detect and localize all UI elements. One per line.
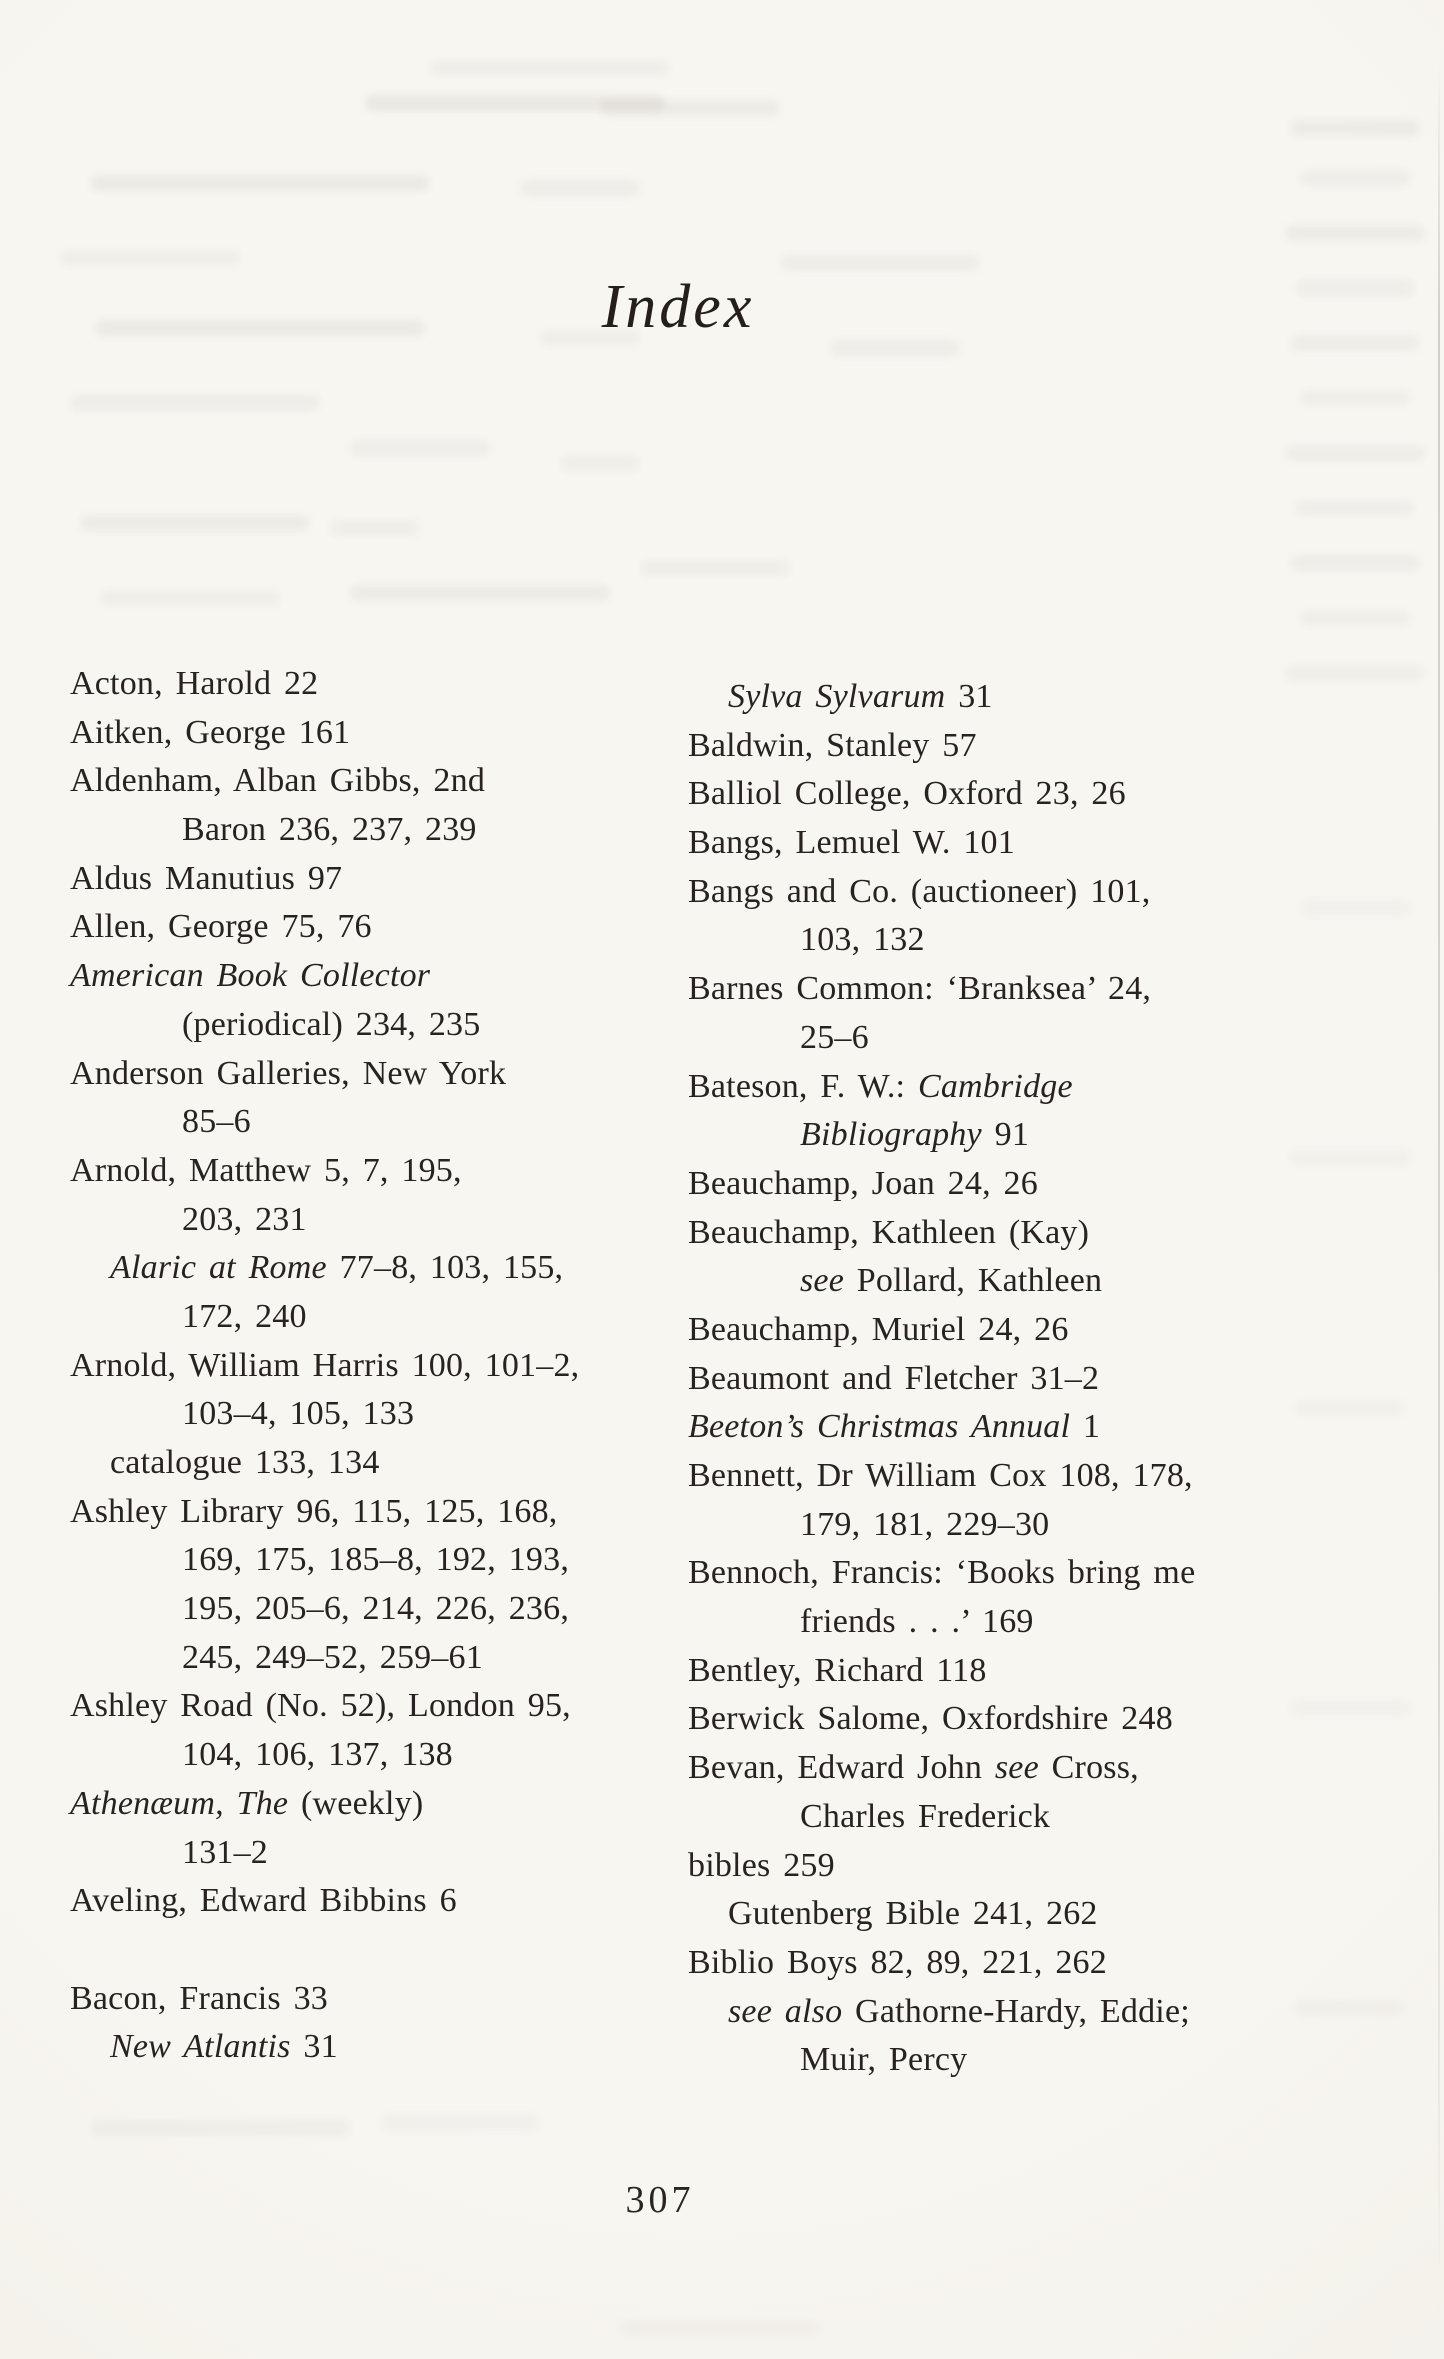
index-entry-line [688, 1209, 1328, 1258]
bleedthrough-smudge [640, 560, 790, 576]
index-entry-text: 195, 205–6, 214, 226, 236, [182, 1590, 570, 1628]
index-entry-text: 77–8, 103, 155, [326, 1249, 564, 1287]
index-entry-line [70, 952, 710, 1001]
index-entry-text: Bangs and Co. (auctioneer) 101, [688, 872, 1151, 910]
index-entry-line [688, 2036, 1328, 2085]
index-entry-text: (periodical) 234, 235 [182, 1005, 481, 1043]
page-edge-shadow [1438, 60, 1440, 2329]
index-entry-text-italic: see [994, 1749, 1039, 1787]
bleedthrough-smudge [560, 455, 640, 471]
index-entry-line [688, 1939, 1328, 1988]
index-entry-text: Anderson Galleries, New York [70, 1054, 507, 1092]
index-entry-text: 103–4, 105, 133 [182, 1395, 415, 1433]
index-entry-text-italic: Beeton’s Christmas Annual [688, 1408, 1071, 1446]
index-entry-text: Gutenberg Bible 241, 262 [728, 1895, 1098, 1933]
bleedthrough-smudge [365, 95, 665, 111]
index-entry-text: Beauchamp, Joan 24, 26 [688, 1164, 1038, 1202]
index-entry-text-italic: Athenæum, The [70, 1784, 289, 1822]
index-entry-text: Aldenham, Alban Gibbs, 2nd [70, 762, 486, 800]
bleedthrough-smudge [1300, 610, 1410, 626]
index-entry-text: 31 [290, 2028, 338, 2066]
bleedthrough-smudge [330, 520, 420, 536]
index-entry-line [688, 1160, 1328, 1209]
bleedthrough-smudge [1285, 445, 1425, 461]
bleedthrough-smudge [600, 100, 780, 116]
index-entry-line [70, 1050, 710, 1099]
index-entry-text-italic: see also [728, 1992, 843, 2030]
index-entry-line [688, 1647, 1328, 1696]
index-entry-text: Gathorne-Hardy, Eddie; [842, 1992, 1190, 2030]
index-blank-line [70, 1926, 710, 1975]
index-entry-line [70, 1342, 710, 1391]
index-entry-line [688, 1793, 1328, 1842]
bleedthrough-smudge [430, 60, 670, 76]
index-entry-text-italic: Cambridge [917, 1067, 1073, 1105]
index-entry-line [688, 1598, 1328, 1647]
index-entry-text: 172, 240 [182, 1297, 307, 1335]
bleedthrough-smudge [80, 515, 310, 531]
bleedthrough-smudge [380, 2115, 540, 2131]
index-entry-line [688, 819, 1328, 868]
index-entry-text: Beauchamp, Muriel 24, 26 [688, 1310, 1069, 1348]
index-entry-text-italic: New Atlantis [110, 2028, 291, 2066]
bleedthrough-smudge [90, 2120, 350, 2136]
index-column-left [70, 660, 710, 2072]
index-entry-text-italic: Alaric at Rome [110, 1249, 327, 1287]
index-entry-text: 91 [981, 1116, 1030, 1154]
index-entry-line [688, 868, 1328, 917]
index-entry-text: Bevan, Edward John [688, 1749, 995, 1787]
index-entry-text: 85–6 [182, 1103, 251, 1141]
index-entry-line [70, 1439, 710, 1488]
index-entry-line [70, 709, 710, 758]
index-entry-line [70, 1147, 710, 1196]
index-entry-text: Cross, [1038, 1749, 1139, 1787]
index-entry-text: 103, 132 [800, 921, 925, 959]
index-entry-text: friends . . .’ 169 [800, 1603, 1034, 1641]
index-entry-text: 25–6 [800, 1018, 869, 1056]
bleedthrough-smudge [90, 175, 430, 191]
index-entry-text-italic: Sylva Sylvarum [728, 678, 946, 715]
index-entry-line [70, 1196, 710, 1245]
index-entry-text: Muir, Percy [800, 2041, 968, 2079]
index-entry-text: Aldus Manutius 97 [70, 859, 343, 897]
index-entry-text: (weekly) [288, 1784, 424, 1822]
index-entry-line [688, 1549, 1328, 1598]
index-entry-text: Aitken, George 161 [70, 713, 351, 751]
index-entry-text: Balliol College, Oxford 23, 26 [688, 775, 1126, 813]
index-entry-line [688, 1257, 1328, 1306]
bleedthrough-smudge [1290, 335, 1420, 351]
index-entry-text: Bacon, Francis 33 [70, 1979, 329, 2017]
index-entry-text: 131–2 [182, 1833, 268, 1871]
index-entry-line [70, 1001, 710, 1050]
bleedthrough-smudge [780, 255, 980, 271]
index-entry-text: 31 [945, 678, 993, 715]
index-entry-line [688, 1111, 1328, 1160]
index-entry-text: bibles 259 [688, 1846, 835, 1884]
index-entry-line [688, 1744, 1328, 1793]
index-entry-text: Charles Frederick [800, 1797, 1051, 1835]
index-entry-text: Allen, George 75, 76 [70, 908, 372, 946]
index-entry-line [70, 1098, 710, 1147]
index-entry-line [688, 673, 1328, 722]
index-entry-text: 245, 249–52, 259–61 [182, 1638, 483, 1676]
index-entry-text: Baldwin, Stanley 57 [688, 726, 977, 764]
bleedthrough-smudge [1290, 555, 1420, 571]
index-entry-line [70, 2023, 710, 2072]
index-entry-text: Ashley Road (No. 52), London 95, [70, 1687, 571, 1725]
index-entry-line [70, 1975, 710, 2024]
index-entry-text: 1 [1070, 1408, 1101, 1446]
index-entry-line [688, 1452, 1328, 1501]
index-entry-line [70, 1536, 710, 1585]
index-entry-text: Beaumont and Fletcher 31–2 [688, 1359, 1100, 1397]
index-entry-line [688, 965, 1328, 1014]
index-entry-line [688, 770, 1328, 819]
index-entry-line [70, 1731, 710, 1780]
index-entry-text: Bateson, F. W.: [688, 1067, 918, 1105]
bleedthrough-smudge [1300, 390, 1410, 406]
index-entry-line [688, 1988, 1328, 2037]
index-entry-line [70, 1488, 710, 1537]
index-entry-text: Bennett, Dr William Cox 108, 178, [688, 1457, 1193, 1494]
bleedthrough-smudge [60, 250, 240, 266]
index-entry-text: 169, 175, 185–8, 192, 193, [182, 1541, 570, 1579]
index-entry-line [70, 1293, 710, 1342]
index-entry-text: Barnes Common: ‘Branksea’ 24, [688, 970, 1152, 1008]
bleedthrough-smudge [830, 340, 960, 356]
index-entry-line [70, 1390, 710, 1439]
index-entry-text: Bangs, Lemuel W. 101 [688, 824, 1015, 862]
index-entry-text: Bentley, Richard 118 [688, 1651, 987, 1689]
index-entry-text: 203, 231 [182, 1200, 307, 1238]
index-entry-line [70, 1829, 710, 1878]
index-column-right [688, 673, 1328, 2085]
index-entry-text: Pollard, Kathleen [844, 1262, 1103, 1300]
index-entry-line [70, 1877, 710, 1926]
index-entry-text: 104, 106, 137, 138 [182, 1736, 453, 1774]
index-entry-text: Bennoch, Francis: ‘Books bring me [688, 1554, 1196, 1592]
index-entry-line [688, 1403, 1328, 1452]
index-entry-text-italic: see [800, 1262, 845, 1300]
index-entry-line [70, 1682, 710, 1731]
index-entry-line [70, 1585, 710, 1634]
index-entry-line [688, 1355, 1328, 1404]
page-title: Index [601, 273, 755, 341]
index-entry-line [70, 903, 710, 952]
index-entry-line [688, 722, 1328, 771]
index-entry-text: 179, 181, 229–30 [800, 1505, 1050, 1543]
index-entry-text: Acton, Harold 22 [70, 665, 319, 702]
index-entry-line [70, 1634, 710, 1683]
index-entry-line [688, 1890, 1328, 1939]
bleedthrough-smudge [350, 440, 490, 456]
index-entry-line [688, 916, 1328, 965]
bleedthrough-smudge [520, 180, 640, 196]
index-entry-text: Ashley Library 96, 115, 125, 168, [70, 1492, 558, 1530]
index-entry-text: Beauchamp, Kathleen (Kay) [688, 1213, 1090, 1251]
index-entry-line [70, 660, 710, 709]
bleedthrough-smudge [70, 395, 320, 411]
bleedthrough-smudge [1285, 225, 1425, 241]
index-entry-line [688, 1014, 1328, 1063]
index-entry-text: Aveling, Edward Bibbins 6 [70, 1882, 457, 1920]
index-entry-line [70, 1244, 710, 1293]
index-entry-line [688, 1063, 1328, 1112]
index-entry-text: Arnold, William Harris 100, 101–2, [70, 1346, 580, 1384]
bleedthrough-smudge [1290, 120, 1420, 136]
index-entry-line [70, 855, 710, 904]
index-entry-text-italic: Bibliography [800, 1116, 982, 1154]
index-entry-line [70, 1780, 710, 1829]
bleedthrough-smudge [350, 585, 610, 601]
index-entry-text: catalogue 133, 134 [110, 1444, 380, 1481]
index-entry-line [688, 1501, 1328, 1550]
bleedthrough-smudge [1295, 500, 1415, 516]
bleedthrough-smudge [1295, 280, 1415, 296]
index-entry-line [688, 1306, 1328, 1355]
index-entry-line [688, 1695, 1328, 1744]
index-entry-line [688, 1842, 1328, 1891]
bleedthrough-smudge [95, 320, 425, 336]
index-entry-line [70, 806, 710, 855]
index-entry-text: Berwick Salome, Oxfordshire 248 [688, 1700, 1173, 1738]
index-entry-text: Baron 236, 237, 239 [182, 811, 477, 849]
index-entry-text: Biblio Boys 82, 89, 221, 262 [688, 1943, 1107, 1981]
page-number: 307 [625, 2179, 695, 2221]
bleedthrough-smudge [100, 590, 280, 606]
index-entry-line [70, 757, 710, 806]
index-entry-text: Arnold, Matthew 5, 7, 195, [70, 1151, 462, 1189]
bleedthrough-smudge [620, 2320, 820, 2336]
index-entry-text-italic: American Book Collector [70, 957, 431, 995]
bleedthrough-smudge [1300, 170, 1410, 186]
